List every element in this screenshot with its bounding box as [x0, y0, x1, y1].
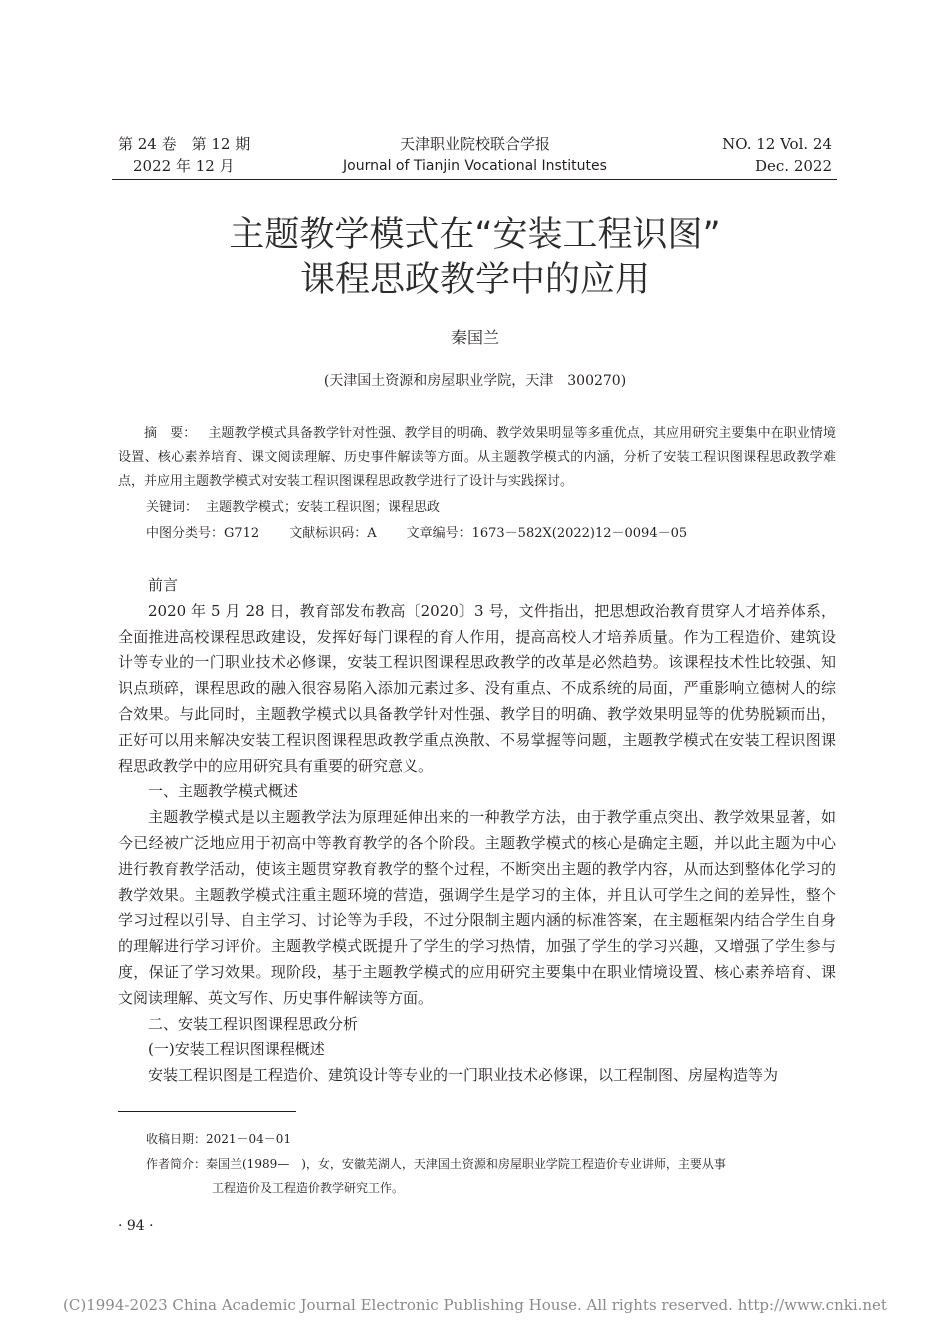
- keywords-label: 关键词：: [146, 500, 199, 515]
- article-number: 文章编号：1673－582X(2022)12－0094－05: [406, 526, 688, 541]
- article-body: [118, 573, 836, 1089]
- journal-name-en: Journal of Tianjin Vocational Institutes: [343, 158, 607, 174]
- clc-number: 中图分类号：G712: [146, 526, 260, 541]
- volume-issue: 第 24 卷 第 12 期: [118, 135, 251, 153]
- copyright-watermark: (C)1994-2023 China Academic Journal Electronic Publishing House. All rights reserved. http://www.cnki.net: [63, 1296, 887, 1314]
- article-title-line2: 课程思政教学中的应用: [299, 260, 650, 300]
- page-number: · 94 ·: [118, 1218, 154, 1234]
- author-bio-line1: 作者简介：秦国兰(1989— )，女，安徽芜湖人，天津国土资源和房屋职业学院工程造价专业讲师，主要从事: [146, 1157, 726, 1171]
- article-title-line1: 主题教学模式在“安装工程识图”: [229, 215, 721, 255]
- keywords-text: 主题教学模式；安装工程识图；课程思政: [206, 500, 441, 515]
- received-date: 收稿日期：2021－04－01: [146, 1132, 292, 1146]
- author-affiliation: (天津国土资源和房屋职业学院，天津 300270): [323, 373, 627, 389]
- footnote-rule: [118, 1111, 296, 1112]
- abstract-label: 摘 要：: [144, 426, 197, 441]
- header-rule: [112, 179, 837, 180]
- volume-en: NO. 12 Vol. 24: [722, 135, 832, 153]
- journal-name-cn: 天津职业院校联合学报: [399, 135, 550, 153]
- author-bio-line2: 工程造价及工程造价教学研究工作。: [212, 1181, 405, 1195]
- document-code: 文献标识码：A: [289, 526, 377, 541]
- section-heading-1: 一、主题教学模式概述: [148, 782, 299, 801]
- paragraph-preface: 2020 年 5 月 28 日，教育部发布教高〔2020〕3 号，文件指出，把思想政治教育贯穿人才培养体系，全面推进高校课程思政建设，发挥好每门课程的育人作用，提高高校人才培养质量。作为工程造价、建筑设计等专业的一门职业技术必修课，安装工程识图课程思政教学的改革是必然趋势。该课程技术性比较强、知识点琐碎，课程思政的融入很容易陷入添加元素过多、没有重点、不成系统的局面，严重影响立德树人的综合效果。与此同时，主题教学模式以具备教学针对性强、教学目的明确、教学效果明显等的优势脱颖而出，正好可以用来解决安装工程识图课程思政教学重点涣散、不易掌握等问题，主题教学模式在安装工程识图课程思政教学中的应用研究具有重要的研究意义。: [118, 601, 836, 775]
- abstract: [118, 422, 836, 494]
- preface-heading: 前言: [148, 576, 179, 594]
- issue-date-en: Dec. 2022: [754, 157, 832, 175]
- subsection-heading-2-1: (一)安装工程识图课程概述: [148, 1040, 325, 1059]
- classification-line: [146, 524, 717, 544]
- paragraph-section-2-1: 安装工程识图是工程造价、建筑设计等专业的一门职业技术必修课，以工程制图、房屋构造等为: [148, 1066, 779, 1085]
- author-name: 秦国兰: [450, 328, 499, 347]
- keywords: [146, 498, 440, 518]
- abstract-text: 主题教学模式具备教学针对性强、教学目的明确、教学效果明显等多重优点，其应用研究主要集中在职业情境设置、核心素养培育、课文阅读理解、历史事件解读等方面。从主题教学模式的内涵，分析了安装工程识图课程思政教学难点，并应用主题教学模式对安装工程识图课程思政教学进行了设计与实践探讨。: [118, 426, 836, 489]
- section-heading-2: 二、安装工程识图课程思政分析: [148, 1014, 359, 1033]
- paragraph-section-1: 主题教学模式是以主题教学法为原理延伸出来的一种教学方法，由于教学重点突出、教学效果显著，如今已经被广泛地应用于初高中等教育教学的各个阶段。主题教学模式的核心是确定主题，并以此主题为中心进行教育教学活动，使该主题贯穿教育教学的整个过程，不断突出主题的教学内容，从而达到整体化学习的教学效果。主题教学模式注重主题环境的营造，强调学生是学习的主体，并且认可学生之间的差异性，整个学习过程以引导、自主学习、讨论等为手段，不过分限制主题内涵的标准答案，在主题框架内结合学生自身的理解进行学习评价。主题教学模式既提升了学生的学习热情，加强了学生的学习兴趣，又增强了学生参与度，保证了学习效果。现阶段，基于主题教学模式的应用研究主要集中在职业情境设置、核心素养培育、课文阅读理解、英文写作、历史事件解读等方面。: [118, 808, 836, 1007]
- issue-date-cn: 2022 年 12 月: [133, 157, 235, 175]
